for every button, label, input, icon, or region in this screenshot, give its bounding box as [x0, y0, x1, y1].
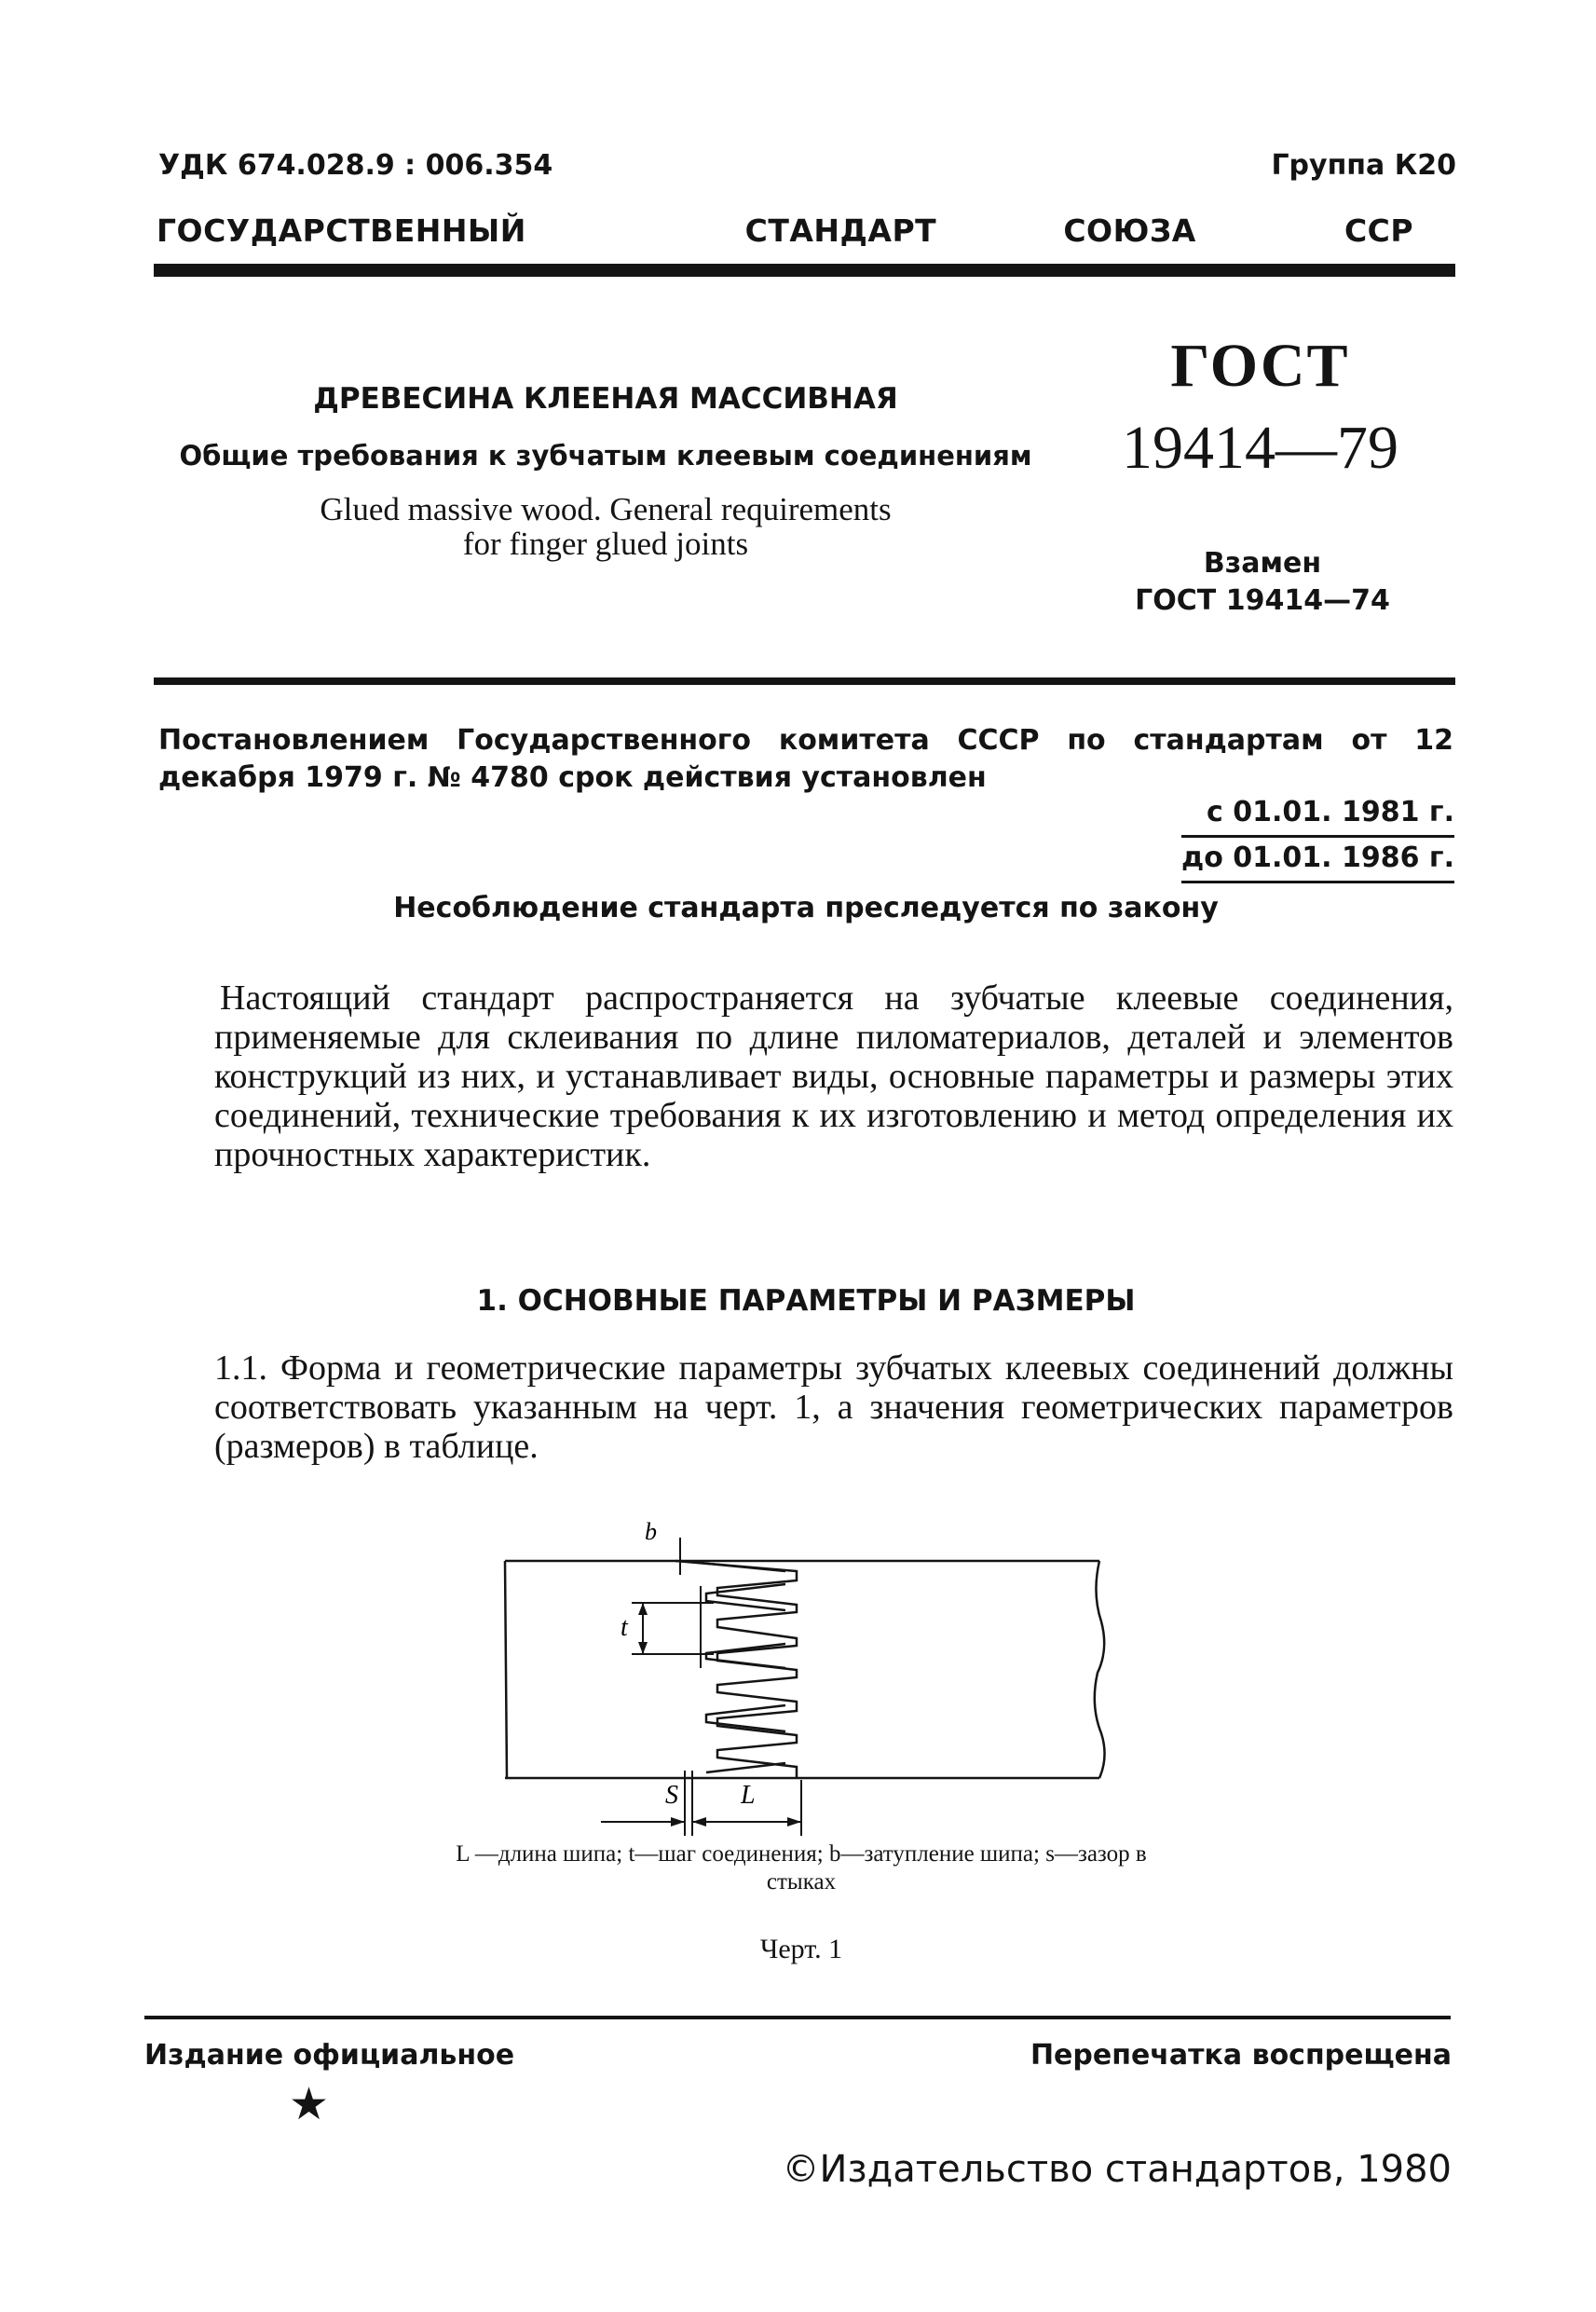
gost-number: 19414—79: [1122, 414, 1398, 482]
valid-from: с 01.01. 1981 г.: [1181, 792, 1454, 838]
legal-warning: Несоблюдение стандарта преследуется по закону: [393, 892, 1219, 924]
finger-zigzag-2: [680, 1561, 785, 1772]
group-code: Группа К20: [1271, 149, 1456, 182]
label-b: b: [645, 1519, 657, 1545]
dimension-s-l: [601, 1771, 801, 1836]
figure-caption: [447, 1840, 1155, 1896]
top-rule: [154, 264, 1455, 277]
board-right-break: [1095, 1561, 1105, 1778]
state-standard-word-3: СОЮЗА: [1063, 212, 1196, 249]
figure-label: Черт. 1: [759, 1934, 843, 1964]
copyright: ©Издательство стандартов, 1980: [782, 2148, 1452, 2191]
intro-text: Настоящий стандарт распространяется на зубчатые клеевые соединения, применяемые для склеивания по длине пиломатериалов, деталей и элементов конструкций из них, и устанавливает виды, основные параметры и размеры этих соединений, технические требования к их изготовлению и метод определения их прочностных характеристик.: [214, 978, 1453, 1174]
state-standard-banner: [157, 212, 1452, 249]
title-ru: ДРЕВЕСИНА КЛЕЕНАЯ МАССИВНАЯ: [313, 382, 898, 416]
bottom-rule: [144, 2016, 1451, 2019]
subtitle-ru: Общие требования к зубчатым клеевым соединениям: [179, 440, 1032, 472]
section-heading: 1. ОСНОВНЫЕ ПАРАМЕТРЫ И РАЗМЕРЫ: [476, 1284, 1136, 1318]
state-standard-word-1: ГОСУДАРСТВЕННЫЙ: [157, 212, 526, 249]
title-en: [158, 492, 1053, 561]
state-standard-word-2: СТАНДАРТ: [744, 212, 937, 249]
finger-joint-drawing: [494, 1519, 1127, 1836]
title-en-line-1: Glued massive wood. General requirements: [320, 491, 892, 527]
validity-dates: [1181, 792, 1454, 883]
state-standard-word-4: ССР: [1344, 212, 1414, 249]
gost-designation: [1095, 331, 1425, 484]
replaces-value: ГОСТ 19414—74: [1135, 584, 1390, 617]
caption-line-1: L —длина шипа; t—шаг соединения; b—затупление шипа; s—зазор в стыках: [456, 1841, 1147, 1895]
reprint-notice: Перепечатка воспрещена: [1030, 2039, 1452, 2072]
title-block: [158, 382, 1053, 561]
clause-1-1: 1.1. Форма и геометрические параметры зубчатых клеевых соединений должны соответствовать указанным на черт. 1, а значения геометрических параметров (размеров) в таблице.: [214, 1348, 1453, 1466]
label-l: L: [741, 1781, 756, 1810]
label-s: S: [665, 1781, 678, 1810]
intro-paragraph: [214, 978, 1453, 1174]
udk-code: УДК 674.028.9 : 006.354: [158, 149, 553, 182]
label-t: t: [621, 1613, 628, 1642]
valid-to: до 01.01. 1986 г.: [1181, 838, 1454, 883]
middle-rule: [154, 677, 1455, 685]
gost-word: ГОСТ: [1170, 332, 1350, 400]
board-left-edge: [505, 1561, 507, 1778]
replaces-label: Взамен: [1203, 547, 1322, 580]
official-edition: Издание официальное: [144, 2039, 515, 2072]
finger-zigzag: [675, 1561, 797, 1778]
decree-text: Постановлением Государственного комитета СССР по стандартам от 12 декабря 1979 г. № 4780 срок действия установлен: [158, 724, 1453, 794]
star-icon: ★: [289, 2078, 330, 2130]
title-en-line-2: for finger glued joints: [462, 526, 749, 562]
replaces-block: [1127, 545, 1398, 620]
